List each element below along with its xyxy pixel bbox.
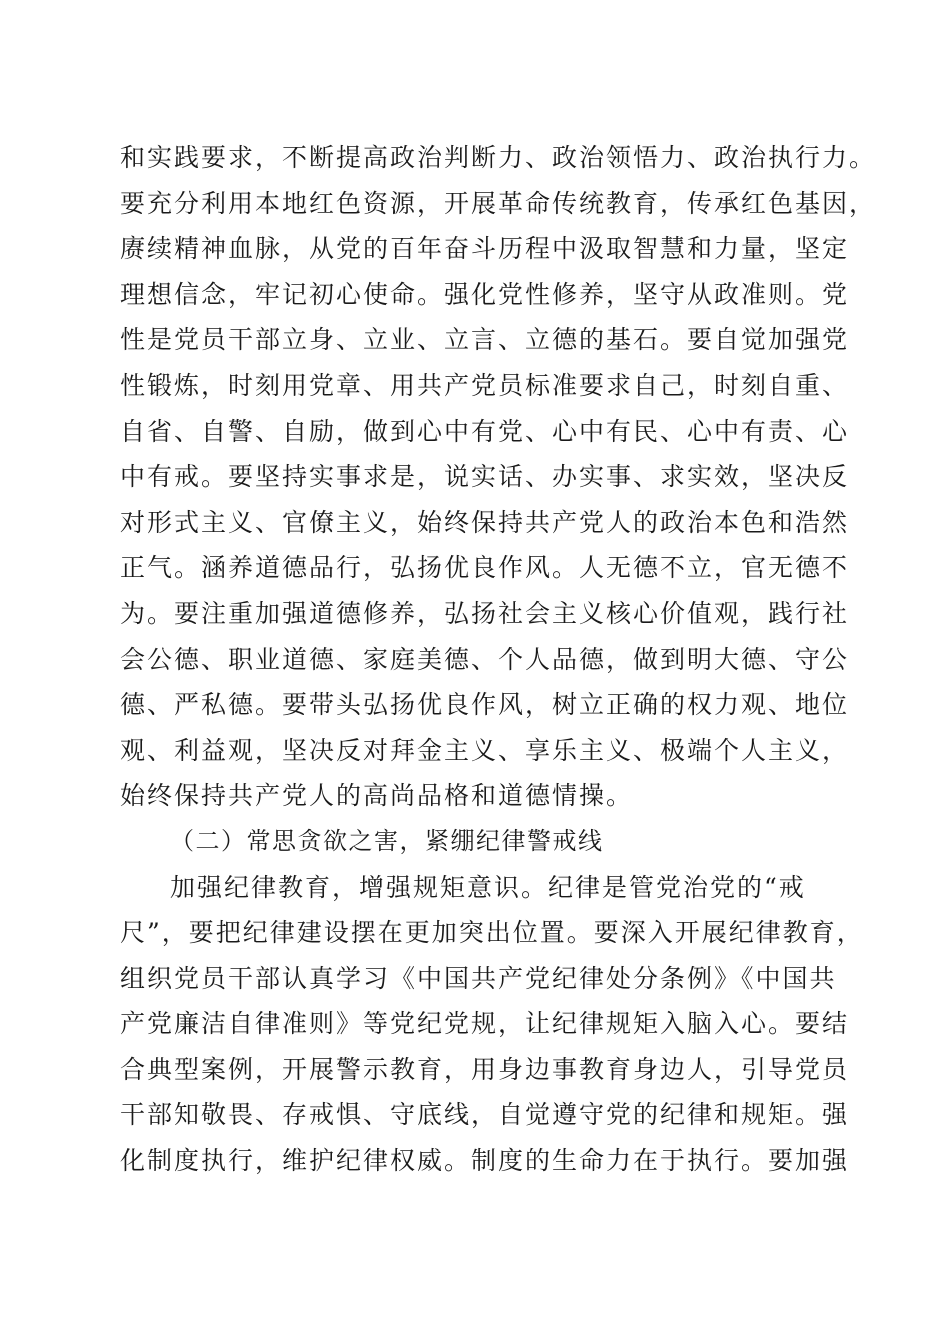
text-line: 德、严私德。要带头弘扬优良作风，树立正确的权力观、地位	[120, 690, 850, 720]
text-line: 性锻炼，时刻用党章、用共产党员标准要求自己，时刻自重、	[120, 370, 850, 400]
text-line: 要充分利用本地红色资源，开展革命传统教育，传承红色基因，	[120, 188, 877, 218]
text-line: 干部知敬畏、存戒惧、守底线，自觉遵守党的纪律和规矩。强	[120, 1100, 850, 1130]
text-line: 和实践要求，不断提高政治判断力、政治领悟力、政治执行力。	[120, 143, 877, 172]
text-line: 中有戒。要坚持实事求是，说实话、办实事、求实效，坚决反	[120, 462, 850, 492]
text-line: 组织党员干部认真学习《中国共产党纪律处分条例》《中国共	[120, 963, 837, 993]
body-text	[120, 135, 877, 1184]
text-line: 赓续精神血脉，从党的百年奋斗历程中汲取智慧和力量，坚定	[120, 234, 850, 264]
text-line: 理想信念，牢记初心使命。强化党性修养，坚守从政准则。党	[120, 279, 850, 309]
text-line: 自省、自警、自励，做到心中有党、心中有民、心中有责、心	[120, 416, 850, 446]
text-line: 始终保持共产党人的高尚品格和道德情操。	[120, 781, 634, 811]
text-line: 观、利益观，坚决反对拜金主义、享乐主义、极端个人主义，	[120, 735, 850, 765]
text-line: 为。要注重加强道德修养，弘扬社会主义核心价值观，践行社	[120, 598, 850, 628]
text-line: 化制度执行，维护纪律权威。制度的生命力在于执行。要加强	[120, 1146, 850, 1176]
text-line: 正气。涵养道德品行，弘扬优良作风。人无德不立，官无德不	[120, 553, 850, 583]
text-line: 性是党员干部立身、立业、立言、立德的基石。要自觉加强党	[120, 325, 850, 355]
text-line: 产党廉洁自律准则》等党纪党规，让纪律规矩入脑入心。要结	[120, 1009, 850, 1039]
text-line: 合典型案例，开展警示教育，用身边事教育身边人，引导党员	[120, 1054, 850, 1084]
text-line: 加强纪律教育，增强规矩意识。纪律是管党治党的“戒	[170, 872, 806, 902]
section-heading: （二）常思贪欲之害，紧绷纪律警戒线	[170, 826, 604, 855]
text-line: 对形式主义、官僚主义，始终保持共产党人的政治本色和浩然	[120, 507, 850, 537]
text-line: 会公德、职业道德、家庭美德、个人品德，做到明大德、守公	[120, 644, 850, 674]
text-line: 尺”，要把纪律建设摆在更加突出位置。要深入开展纪律教育，	[120, 918, 864, 948]
